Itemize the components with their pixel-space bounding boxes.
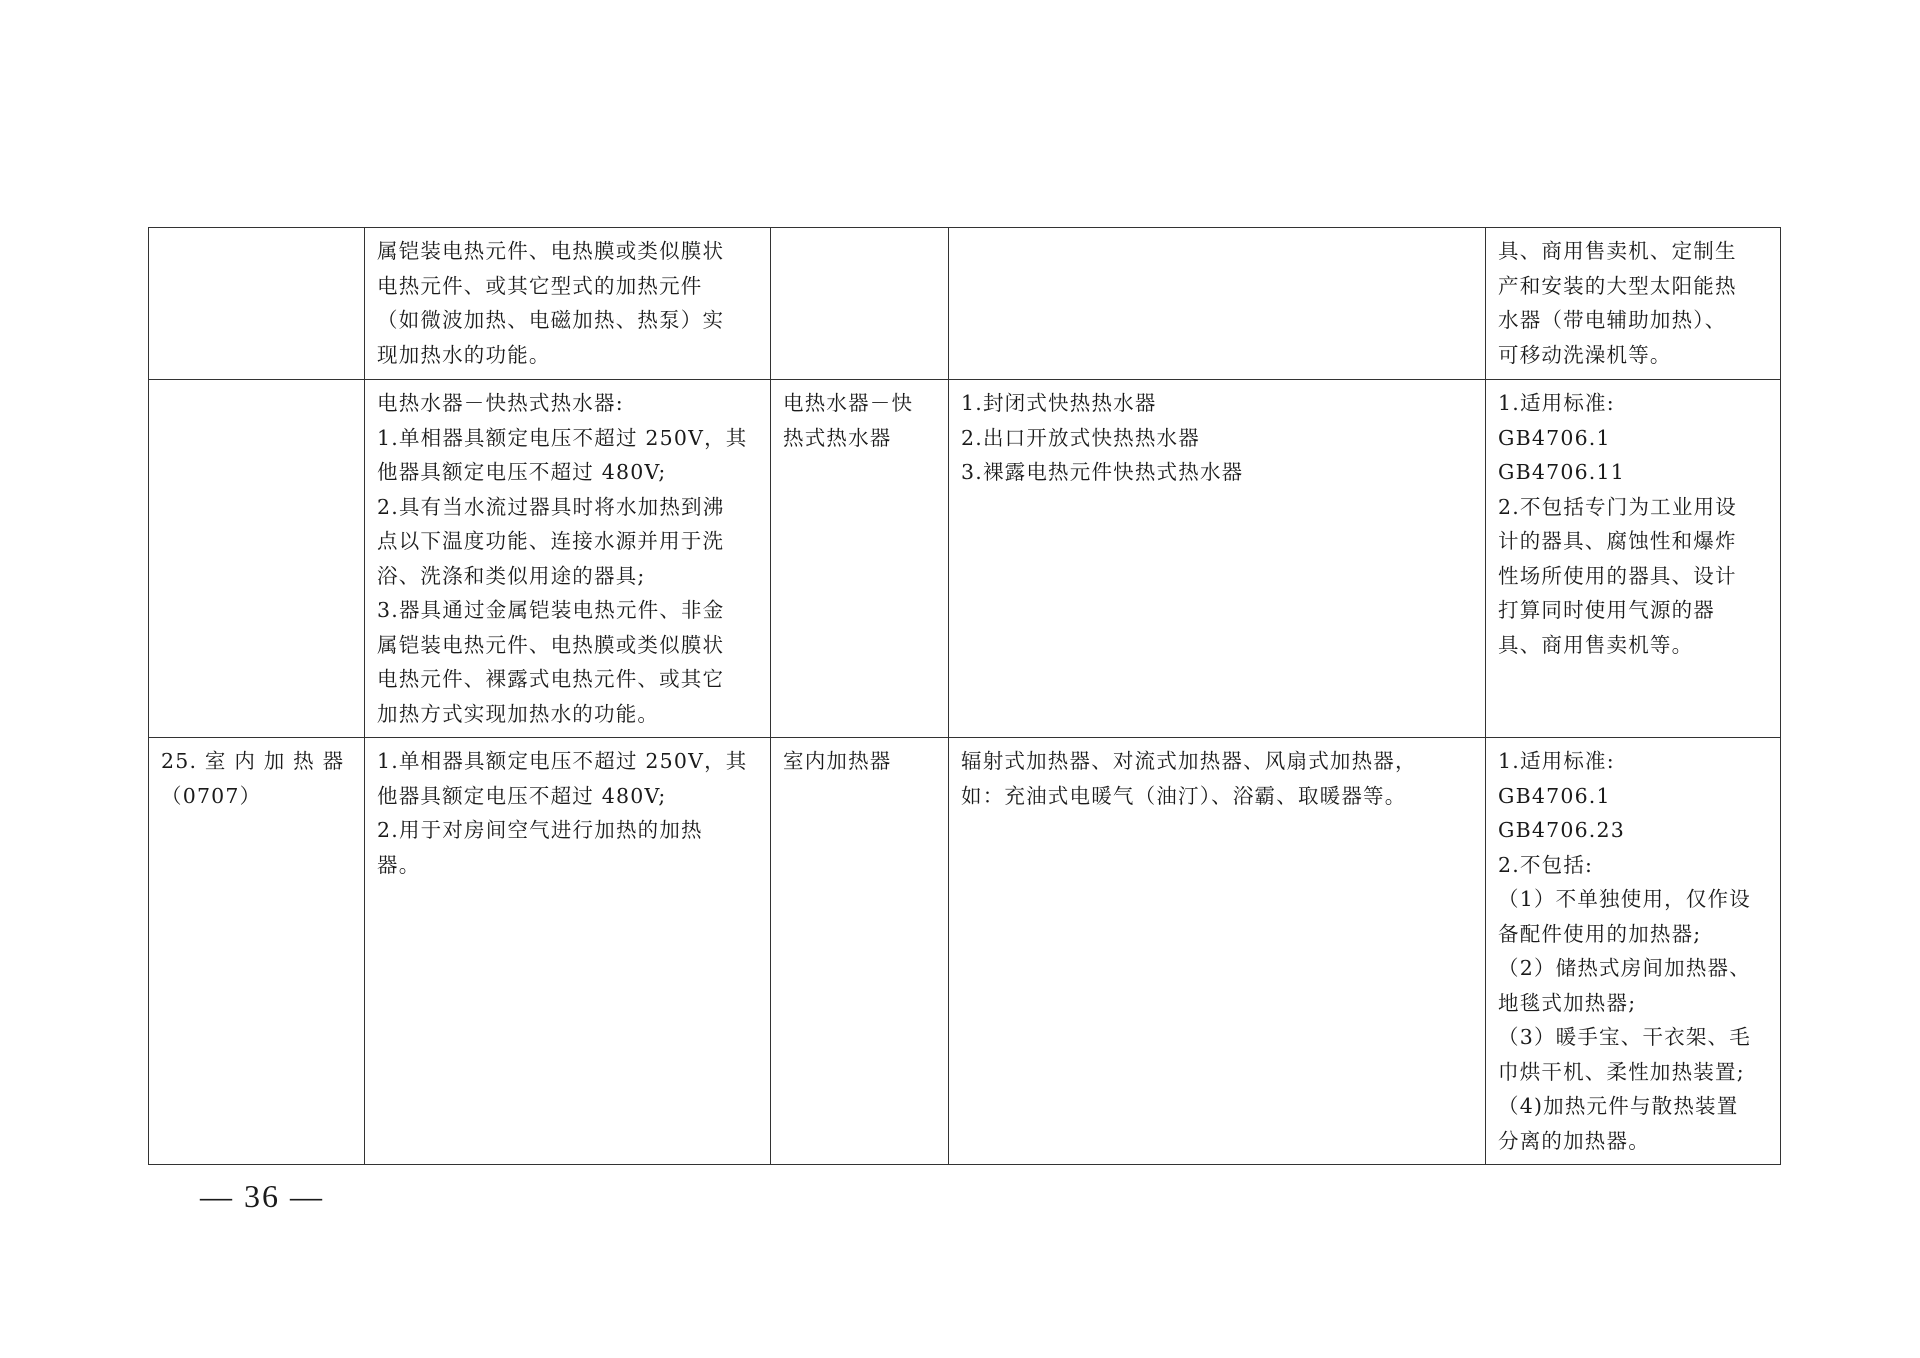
cell-text-line: 25. 室 内 加 热 器	[161, 749, 345, 773]
cell-text-line: 他器具额定电压不超过 480V;	[377, 460, 667, 484]
table-body	[149, 228, 1781, 1165]
page-number: — 36 —	[200, 1178, 324, 1214]
cell-text-line: 浴、洗涤和类似用途的器具;	[377, 563, 646, 588]
cell-text-line: 器。	[377, 852, 421, 877]
cell-text-line: （4)加热元件与散热装置	[1498, 1094, 1739, 1118]
description-cell	[365, 228, 771, 380]
cell-text-line: 电热水器－快热式热水器:	[377, 391, 624, 415]
cell-text-line: 属铠装电热元件、电热膜或类似膜状	[377, 239, 725, 263]
cell-text-line: 分离的加热器。	[1498, 1128, 1650, 1153]
cell-text-line: 可移动洗澡机等。	[1498, 342, 1672, 367]
cell-text-line: 具、商用售卖机等。	[1498, 632, 1694, 657]
cell-text-line: 水器（带电辅助加热）、	[1498, 308, 1727, 332]
product-types-cell	[949, 228, 1486, 380]
cell-text-line: 3.器具通过金属铠装电热元件、非金	[377, 598, 725, 622]
cell-text-line: 2.不包括专门为工业用设	[1498, 494, 1737, 519]
cell-text-line: 产和安装的大型太阳能热	[1498, 273, 1737, 298]
cell-text-line: GB4706.1	[1498, 425, 1611, 450]
cell-text-line: 1.适用标准:	[1498, 749, 1615, 773]
standards-table	[148, 227, 1781, 1165]
product-name-cell	[771, 380, 949, 738]
cell-text-line: （如微波加热、电磁加热、热泵）实	[377, 308, 725, 332]
cell-text-line: GB4706.11	[1498, 460, 1626, 484]
cell-text-line: 巾烘干机、柔性加热装置;	[1498, 1059, 1745, 1084]
cell-text-line: 他器具额定电压不超过 480V;	[377, 783, 667, 808]
cell-text-line: 如：充油式电暖气（油汀）、浴霸、取暖器等。	[961, 783, 1407, 808]
category-cell	[149, 738, 365, 1165]
table-row-continuation	[149, 228, 1781, 380]
description-cell	[365, 738, 771, 1165]
cell-text-line: 1.适用标准:	[1498, 391, 1615, 415]
table-row-instant-water-heater	[149, 380, 1781, 738]
cell-text-line: 3.裸露电热元件快热式热水器	[961, 460, 1244, 484]
cell-text-line: 1.单相器具额定电压不超过 250V，其	[377, 425, 748, 450]
cell-text-line: 性场所使用的器具、设计	[1498, 563, 1737, 588]
cell-text-line: 2.具有当水流过器具时将水加热到沸	[377, 494, 725, 519]
table-row-room-heater	[149, 738, 1781, 1165]
cell-text-line: 室内加热器	[783, 749, 892, 773]
cell-text-line: GB4706.1	[1498, 783, 1611, 808]
cell-text-line: 备配件使用的加热器;	[1498, 921, 1702, 946]
cell-text-line: 打算同时使用气源的器	[1498, 598, 1715, 622]
cell-text-line: 电热元件、裸露式电热元件、或其它	[377, 667, 725, 691]
cell-text-line: GB4706.23	[1498, 818, 1626, 842]
cell-text-line: （2）储热式房间加热器、	[1498, 956, 1751, 980]
category-cell	[149, 228, 365, 380]
product-name-cell	[771, 738, 949, 1165]
cell-text-line: 热式热水器	[783, 425, 892, 450]
cell-text-line: （3）暖手宝、干衣架、毛	[1498, 1025, 1751, 1049]
cell-text-line: 现加热水的功能。	[377, 342, 551, 367]
cell-text-line: 1.封闭式快热热水器	[961, 391, 1157, 415]
cell-text-line: 计的器具、腐蚀性和爆炸	[1498, 529, 1737, 553]
notes-cell	[1486, 380, 1781, 738]
notes-cell	[1486, 738, 1781, 1165]
notes-cell	[1486, 228, 1781, 380]
cell-text-line: 加热方式实现加热水的功能。	[377, 701, 660, 726]
product-types-cell	[949, 380, 1486, 738]
cell-text-line: （1）不单独使用，仅作设	[1498, 887, 1751, 911]
cell-text-line: 电热元件、或其它型式的加热元件	[377, 273, 703, 298]
product-name-cell	[771, 228, 949, 380]
description-cell	[365, 380, 771, 738]
cell-text-line: 属铠装电热元件、电热膜或类似膜状	[377, 632, 725, 657]
cell-text-line: 电热水器－快	[783, 391, 914, 415]
cell-text-line: 辐射式加热器、对流式加热器、风扇式加热器，	[961, 749, 1417, 773]
cell-text-line: 具、商用售卖机、定制生	[1498, 239, 1737, 263]
cell-text-line: 1.单相器具额定电压不超过 250V，其	[377, 749, 748, 773]
cell-text-line: 点以下温度功能、连接水源并用于洗	[377, 529, 725, 553]
category-cell	[149, 380, 365, 738]
cell-text-line: （0707）	[161, 783, 262, 808]
product-types-cell	[949, 738, 1486, 1165]
cell-text-line: 2.用于对房间空气进行加热的加热	[377, 818, 703, 842]
cell-text-line: 2.不包括:	[1498, 852, 1594, 877]
cell-text-line: 地毯式加热器;	[1498, 990, 1637, 1015]
cell-text-line: 2.出口开放式快热热水器	[961, 425, 1200, 450]
